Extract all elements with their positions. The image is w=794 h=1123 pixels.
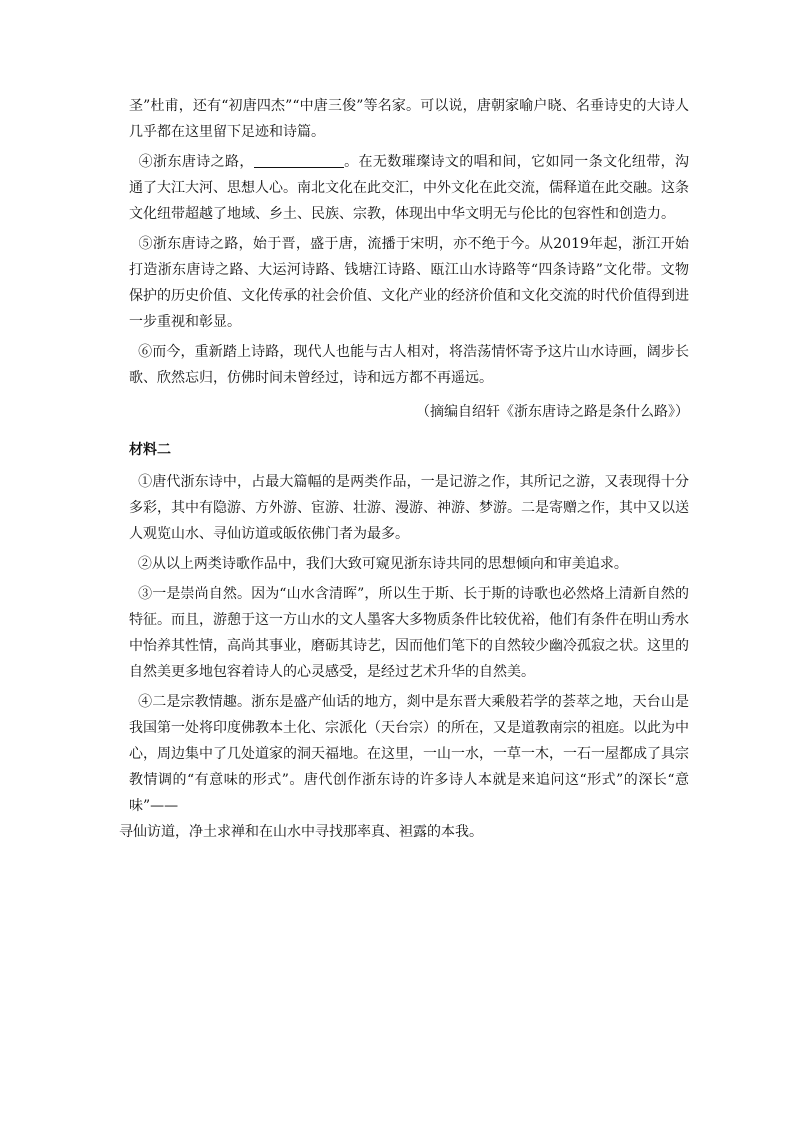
material2-paragraph-2 — [129, 551, 689, 577]
paragraph-6-text: ⑥而今，重新踏上诗路，现代人也能与古人相对，将浩荡情怀寄予这片山水诗画，阔步长歌、欣然忘归，仿佛时间未曾经过，诗和远方都不再遥远。 — [129, 344, 689, 386]
material2-paragraph-4 — [129, 689, 689, 819]
material2-paragraph-1 — [129, 469, 689, 547]
source-attribution: （摘编自绍轩《浙东唐诗之路是条什么路》） — [416, 404, 689, 420]
paragraph-5 — [129, 231, 689, 335]
fill-in-blank — [254, 153, 344, 168]
document-page — [119, 93, 690, 849]
paragraph-5-text: ⑤浙东唐诗之路，始于晋，盛于唐，流播于宋明，亦不绝于今。从2019年起，浙江开始打造浙东唐诗之路、大运河诗路、钱塘江诗路、瓯江山水诗路等“四条诗路”文化带。文物保护的历史价值、文化传承的社会价值、文化产业的经济价值和文化交流的时代价值得到进一步重视和彰显。 — [129, 236, 689, 330]
material2-paragraph-1-text: ①唐代浙东诗中，占最大篇幅的是两类作品，一是记游之作，其所记之游，又表现得十分多彩，其中有隐游、方外游、宦游、壮游、漫游、神游、梦游。二是寄赠之作，其中又以送人观览山水、寻仙访道或皈依佛门者为最多。 — [129, 474, 689, 542]
paragraph-4-rest: 。在无数璀璨诗文的唱和间，它如同一条文化纽带，沟通了大江大河、思想人心。南北文化在此交汇，中外文化在此交流，儒释道在此交融。这条文化纽带超越了地域、乡土、民族、宗教，体现出中华文明无与伦比的包容性和创造力。 — [129, 154, 690, 222]
section-heading-material-2: 材料二 — [129, 442, 171, 458]
paragraph-3-continued: 圣”杜甫，还有“初唐四杰”“中唐三俊”等名家。可以说，唐朝家喻户晓、名垂诗史的大诗人几乎都在这里留下足迹和诗篇。 — [129, 98, 689, 140]
material2-paragraph-4-text: ④二是宗教情趣。浙东是盛产仙话的地方，剡中是东晋大乘般若学的荟萃之地，天台山是我国第一处将印度佛教本土化、宗派化（天台宗）的所在，又是道教南宗的祖庭。以此为中心，周边集中了几处道家的洞天福地。在这里，一山一水，一草一木，一石一屋都成了具宗教情调的“有意味的形式”。唐代创作浙东诗的许多诗人本就是来追问这“形式”的深长“意味”—— — [129, 694, 689, 814]
paragraph-6 — [129, 339, 689, 391]
material2-paragraph-2-text: ②从以上两类诗歌作品中，我们大致可窥见浙东诗共同的思想倾向和审美追求。 — [137, 556, 628, 572]
material2-paragraph-3 — [129, 581, 689, 685]
material2-paragraph-4-last-line: 寻仙访道，净土求禅和在山水中寻找那率真、袒露的本我。 — [119, 824, 483, 840]
paragraph-4-start: ④浙东唐诗之路， — [138, 154, 254, 170]
paragraph-4 — [129, 149, 689, 227]
material2-paragraph-3-text: ③一是崇尚自然。因为“山水含清晖”，所以生于斯、长于斯的诗歌也必然烙上清新自然的特征。而且，游憩于这一方山水的文人墨客大多物质条件比较优裕，他们有条件在明山秀水中怡养其性情，高尚其事业，磨砺其诗艺，因而他们笔下的自然较少幽冷孤寂之状。这里的自然美更多地包容着诗人的心灵感受，是经过艺术升华的自然美。 — [129, 586, 690, 680]
